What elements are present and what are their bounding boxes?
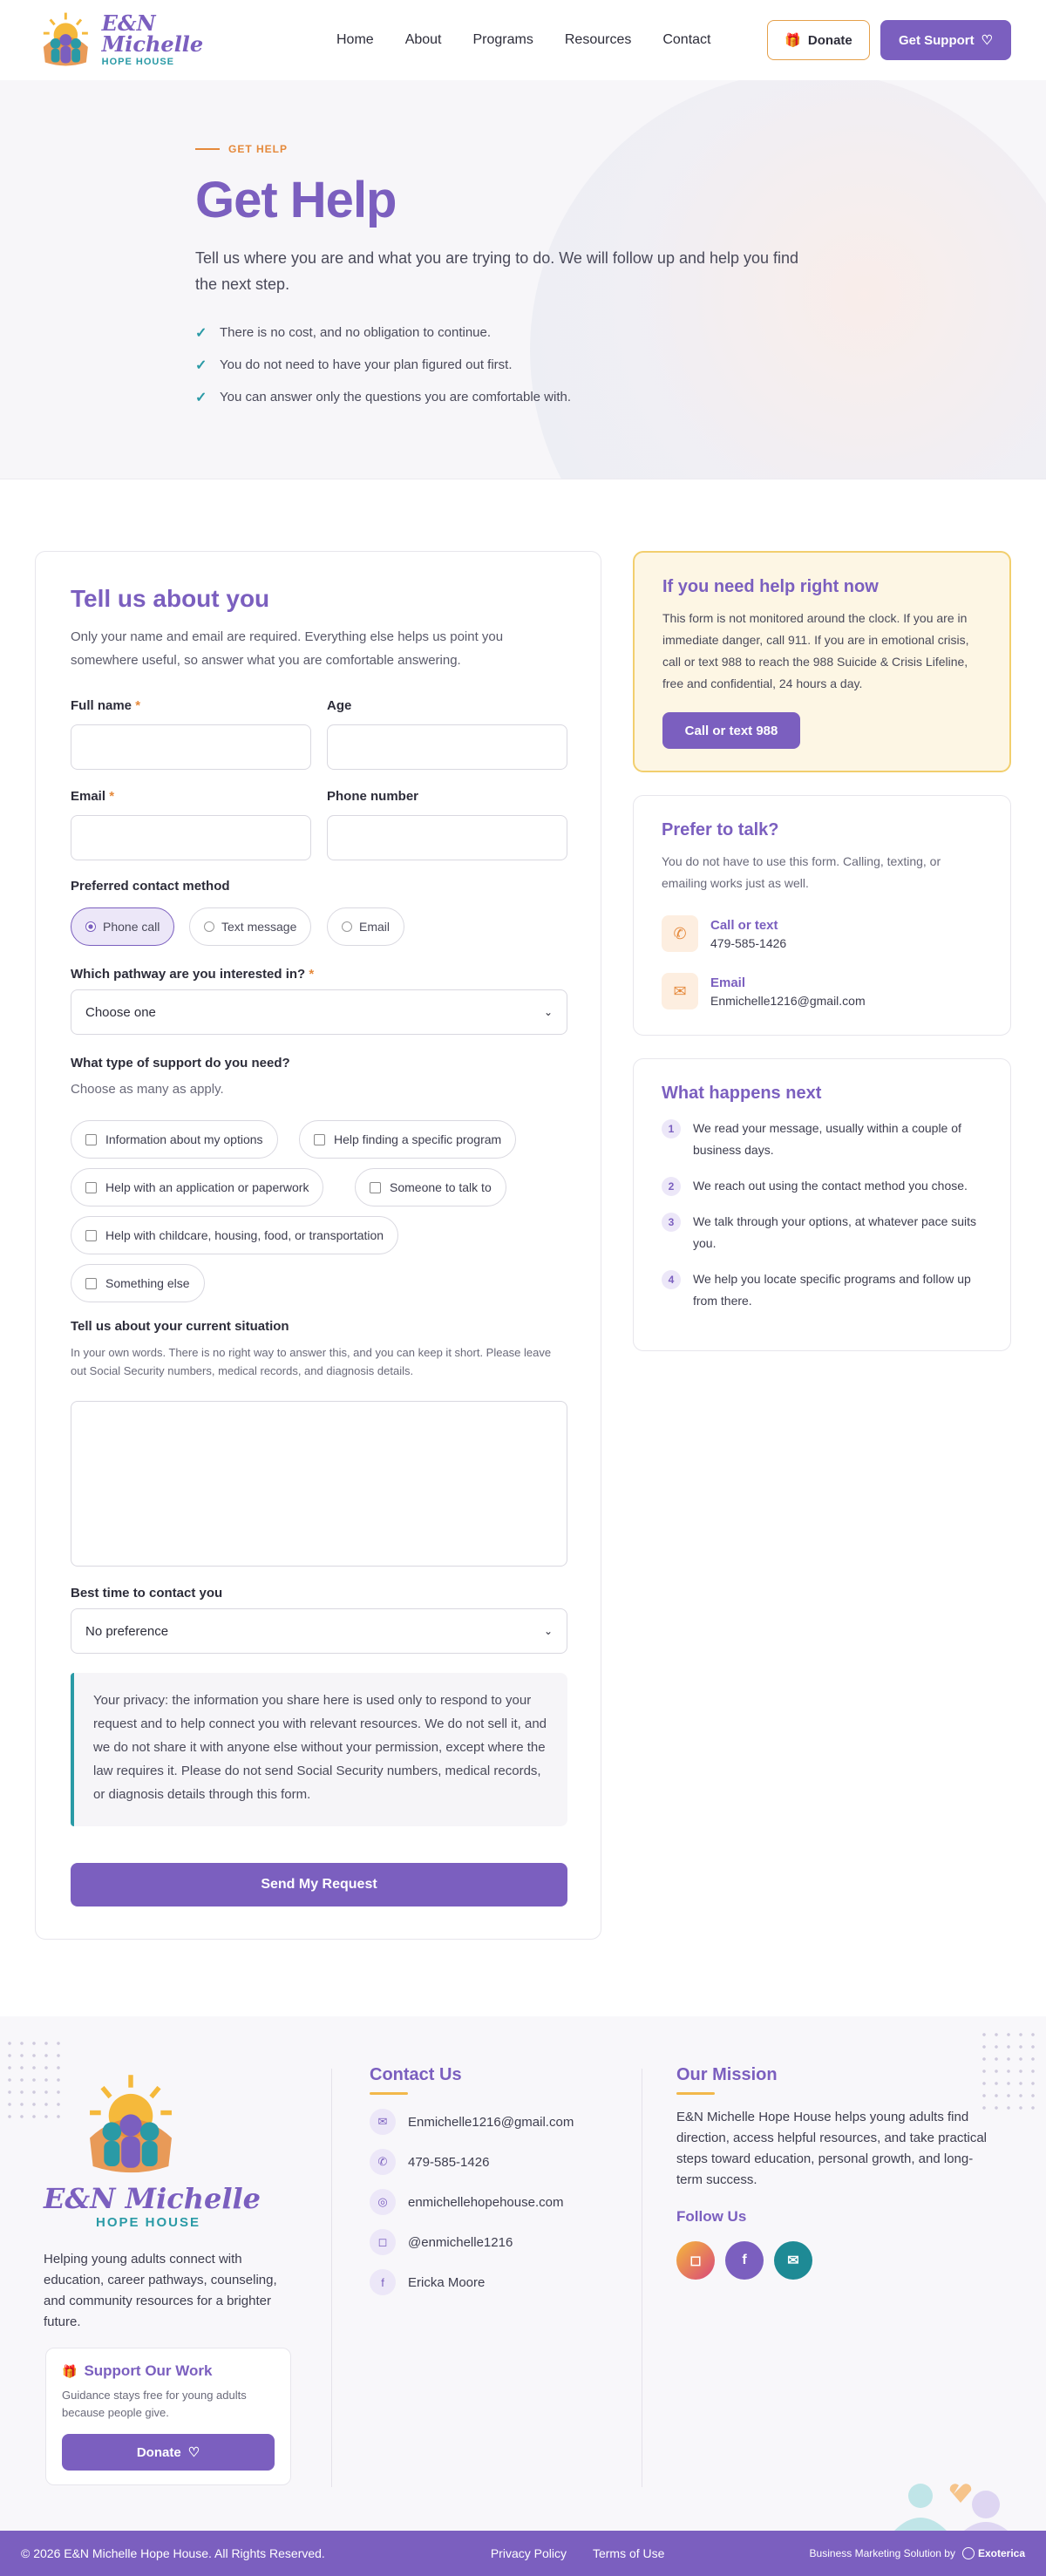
facebook-icon[interactable]: f [725, 2241, 764, 2280]
logo-emblem-icon [35, 9, 97, 71]
footer-phone[interactable]: ✆ 479-585-1426 [370, 2149, 622, 2175]
full-name-input[interactable] [71, 724, 311, 770]
checkbox-info-options[interactable]: Information about my options [71, 1120, 278, 1159]
gift-icon: 🎁 [784, 33, 801, 48]
talk-text: You do not have to use this form. Calling, texting, or emailing works just as well. [662, 854, 941, 890]
hero-lead: Tell us where you are and what you are trying to do. We will follow up and help you find the next step. [195, 249, 799, 293]
site-logo[interactable] [35, 9, 262, 71]
mail-icon: ✉ [370, 2109, 396, 2135]
best-time-label: Best time to contact you [71, 1586, 223, 1601]
privacy-note: Your privacy: the information you share here is used only to respond to your request and to help connect you with relevant resources. We do not sell it, and we do not share it with anyone else without your permission, except where the law requires it. Please do not send Social Security numbers, medical records, or diagnosis details through this form. [71, 1673, 567, 1826]
footer-instagram[interactable]: ◻ @enmichelle1216 [370, 2229, 622, 2255]
email-contact-row[interactable]: ✉ Email Enmichelle1216@gmail.com [662, 973, 982, 1009]
form-subtitle: Only your name and email are required. Everything else helps us point you somewhere useful, so answer what you are comfortable answering. [71, 629, 504, 668]
checkbox-something-else[interactable]: Something else [71, 1264, 205, 1302]
site-footer [0, 2016, 1046, 2531]
radio-email[interactable]: Email [327, 907, 404, 946]
footer-tagline: Helping young adults connect with education, career pathways, counseling, and community resources for a brighter future. [44, 2252, 277, 2329]
what-happens-next-card [633, 1058, 1011, 1351]
contact-us-title: Contact Us [370, 2065, 462, 2084]
footer-website[interactable]: ◎ enmichellehopehouse.com [370, 2189, 622, 2215]
situation-textarea[interactable] [71, 1401, 567, 1567]
credit[interactable]: Business Marketing Solution by Exoterica [809, 2547, 1025, 2559]
footer-donate-button[interactable]: Donate ♡ [62, 2434, 275, 2471]
header-donate-button[interactable]: 🎁 Donate [767, 20, 870, 60]
situation-label: Tell us about your current situation [71, 1319, 289, 1334]
nav-programs[interactable]: Programs [472, 32, 533, 47]
facebook-icon: f [370, 2269, 396, 2295]
footer-logo-name: E&N Michelle [44, 2182, 262, 2215]
checkbox-someone-to-talk[interactable]: Someone to talk to [355, 1168, 506, 1206]
nav-contact[interactable]: Contact [662, 32, 711, 47]
checkbox-find-program[interactable]: Help finding a specific program [299, 1120, 516, 1159]
get-support-button[interactable]: Get Support ♡ [880, 20, 1011, 60]
support-text: Guidance stays free for young adults because people give. [62, 2389, 247, 2419]
follow-us-title: Follow Us [676, 2208, 747, 2225]
support-type-hint: Choose as many as apply. [71, 1082, 224, 1097]
instagram-icon: ◻ [370, 2229, 396, 2255]
phone-label: Phone number [327, 789, 419, 804]
request-form-card [35, 551, 601, 1940]
instagram-icon[interactable]: ◻ [676, 2241, 715, 2280]
chevron-down-icon: ⌄ [543, 1625, 553, 1637]
terms-of-use-link[interactable]: Terms of Use [592, 2546, 665, 2560]
site-header [0, 0, 1046, 80]
mission-title: Our Mission [676, 2065, 778, 2084]
email-label: Email * [71, 789, 115, 804]
footer-email[interactable]: ✉ Enmichelle1216@gmail.com [370, 2109, 622, 2135]
footer-bottom-bar [0, 2531, 1046, 2576]
hero-eyebrow: GET HELP [195, 143, 823, 155]
logo-emblem-icon [70, 2069, 192, 2182]
heart-icon: ♡ [187, 2445, 200, 2460]
pathway-select[interactable]: Choose one ⌄ [71, 989, 567, 1035]
check-icon: ✓ [195, 325, 207, 341]
form-title: Tell us about you [71, 585, 270, 612]
step-item: 4 We help you locate specific programs and follow up from there. [662, 1268, 982, 1312]
copyright: © 2026 E&N Michelle Hope House. All Rights Reserved. [21, 2546, 325, 2560]
globe-icon: ◎ [370, 2189, 396, 2215]
mail-icon[interactable]: ✉ [774, 2241, 812, 2280]
radio-text-message[interactable]: Text message [189, 907, 311, 946]
heart-icon: ♡ [981, 33, 994, 48]
urgent-title: If you need help right now [662, 577, 879, 596]
checkbox-childcare-housing[interactable]: Help with childcare, housing, food, or transportation [71, 1216, 398, 1254]
hero-points [195, 316, 823, 413]
phone-input[interactable] [327, 815, 567, 860]
age-input[interactable] [327, 724, 567, 770]
footer-facebook[interactable]: f Ericka Moore [370, 2269, 622, 2295]
full-name-label: Full name * [71, 698, 141, 713]
send-request-button[interactable]: Send My Request [71, 1863, 567, 1907]
check-icon: ✓ [195, 357, 207, 373]
call-988-button[interactable]: Call or text 988 [662, 712, 800, 749]
logo-subtitle: HOPE HOUSE [101, 57, 175, 67]
step-item: 1 We read your message, usually within a couple of business days. [662, 1118, 982, 1161]
phone-icon: ✆ [370, 2149, 396, 2175]
step-item: 3 We talk through your options, at whatever pace suits you. [662, 1211, 982, 1254]
call-contact-row[interactable]: ✆ Call or text 479-585-1426 [662, 915, 982, 952]
prefer-to-talk-card [633, 795, 1011, 1036]
best-time-select[interactable]: No preference ⌄ [71, 1608, 567, 1654]
email-input[interactable] [71, 815, 311, 860]
nav-home[interactable]: Home [336, 32, 374, 47]
hero-section [0, 80, 1046, 479]
nav-resources[interactable]: Resources [564, 32, 632, 47]
pathway-label: Which pathway are you interested in? * [71, 967, 315, 982]
step-item: 2 We reach out using the contact method you chose. [662, 1175, 982, 1197]
checkbox-application-help[interactable]: Help with an application or paperwork [71, 1168, 323, 1206]
chevron-down-icon: ⌄ [543, 1006, 553, 1018]
page-title: Get Help [195, 172, 397, 228]
phone-icon: ✆ [662, 915, 698, 952]
gift-icon: 🎁 [62, 2363, 78, 2378]
radio-phone-call[interactable]: Phone call [71, 907, 174, 946]
privacy-policy-link[interactable]: Privacy Policy [490, 2546, 567, 2560]
nav-about[interactable]: About [404, 32, 442, 47]
mission-text: E&N Michelle Hope House helps young adults find direction, access helpful resources, and take practical steps toward education, personal growth, and long-term success. [676, 2110, 988, 2187]
urgent-text: This form is not monitored around the clock. If you are in immediate danger, call 911. If you are in emotional crisis, call or text 988 to reach the 988 Suicide & Crisis Lifeline, free and confidential, 24 hours a day. [662, 611, 969, 690]
mail-icon: ✉ [662, 973, 698, 1009]
exoterica-logo-icon: Exoterica [962, 2547, 1025, 2559]
footer-divider [331, 2069, 332, 2487]
hero-point: ✓ You can answer only the questions you are comfortable with. [195, 390, 572, 405]
contact-method-label: Preferred contact method [71, 879, 230, 894]
support-our-work-card: 🎁 Support Our Work Guidance stays free for young adults because people give. Donate ♡ [45, 2348, 291, 2485]
talk-title: Prefer to talk? [662, 820, 779, 839]
footer-logo[interactable] [44, 2069, 296, 2230]
hero-point: ✓ There is no cost, and no obligation to continue. [195, 325, 492, 341]
main-nav [336, 32, 710, 48]
decorative-figures-icon [886, 2470, 1046, 2531]
footer-logo-subtitle: HOPE HOUSE [96, 2215, 201, 2230]
logo-name: E&N Michelle [101, 10, 204, 57]
next-title: What happens next [662, 1084, 822, 1103]
age-label: Age [327, 698, 352, 713]
check-icon: ✓ [195, 390, 207, 405]
urgent-help-card [633, 551, 1011, 772]
support-type-label: What type of support do you need? [71, 1056, 290, 1071]
situation-hint: In your own words. There is no right way to answer this, and you can keep it short. Please leave out Social Security numbers, medical records, and diagnosis details. [71, 1346, 552, 1377]
hero-point: ✓ You do not need to have your plan figured out first. [195, 357, 513, 373]
